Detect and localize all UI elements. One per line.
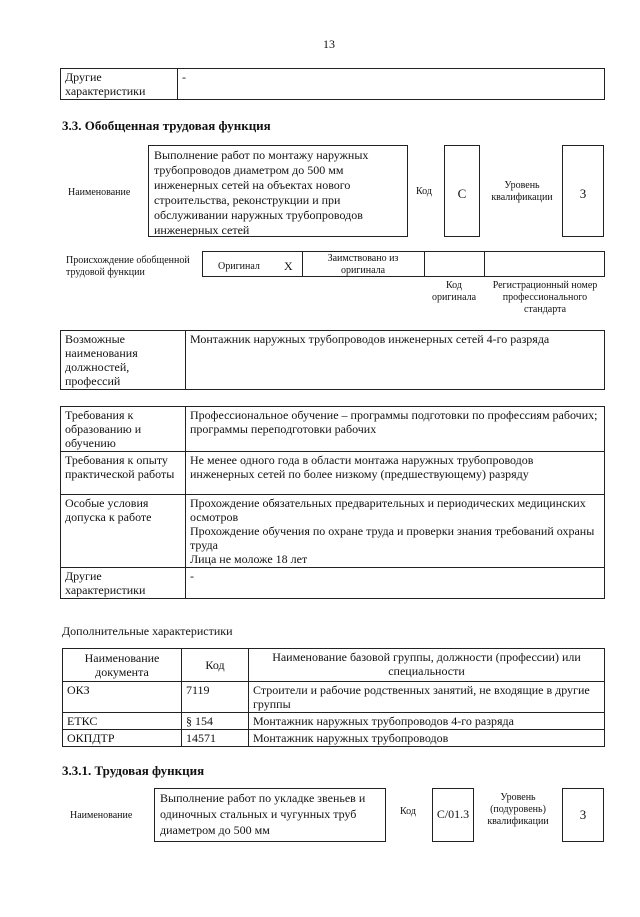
origin-reg-caption: Регистрационный номер профессионального стандарта <box>492 280 598 315</box>
requirement-line: Лица не моложе 18 лет <box>190 552 308 566</box>
positions-label: Возможные наименования должностей, профессий <box>61 331 186 390</box>
code-cell: 14571 <box>182 730 249 747</box>
value-cell: - <box>178 69 605 100</box>
requirement-label: Особые условия допуска к работе <box>61 495 186 568</box>
requirement-value: Не менее одного года в области монтажа наружных трубопроводов инженерных сетей по более низкому (предшествующему) разряду <box>186 452 605 495</box>
positions-value: Монтажник наружных трубопроводов инженерных сетей 4-го разряда <box>186 331 605 390</box>
gtf-name-value: Выполнение работ по монтажу наружных трубопроводов диаметром до 500 мм инженерных сетей на объектах нового строительства, реконструкции и при обслуживании наружных трубопроводов инженерных сетей <box>148 145 408 237</box>
page-number: 13 <box>323 37 335 51</box>
label-cell: Другие характеристики <box>61 69 178 100</box>
doc-cell: ОКПДТР <box>63 730 182 747</box>
tf-level-label: Уровень (подуровень) квалификации <box>487 792 549 827</box>
requirement-label: Другие характеристики <box>61 568 186 599</box>
subsection-title: 3.3.1. Трудовая функция <box>62 763 205 778</box>
origin-borrowed-label: Заимствовано из оригинала <box>327 253 399 276</box>
requirement-value: Профессиональное обучение – программы подготовки по профессиям рабочих; программы переподготовки рабочих <box>186 407 605 452</box>
origin-original-label: Оригинал <box>218 261 260 272</box>
table-row <box>63 713 605 730</box>
doc-cell: ЕТКС <box>63 713 182 730</box>
group-cell: Монтажник наружных трубопроводов <box>249 730 605 747</box>
additional-header-row <box>63 649 605 682</box>
requirement-row <box>61 407 605 452</box>
tf-code-value: C/01.3 <box>432 788 474 842</box>
requirements-table <box>60 406 605 599</box>
origin-code-caption: Код оригинала <box>431 280 477 303</box>
gtf-name-label: Наименование <box>68 187 131 198</box>
origin-label: Происхождение обобщенной трудовой функции <box>66 255 190 278</box>
group-cell: Строители и рабочие родственных занятий, не входящие в другие группы <box>249 682 605 713</box>
tf-level-value: 3 <box>562 788 604 842</box>
positions-table <box>60 330 605 390</box>
requirement-row <box>61 568 605 599</box>
gtf-level-label: Уровень квалификации <box>491 180 553 203</box>
table-row <box>63 682 605 713</box>
additional-title: Дополнительные характеристики <box>62 624 233 638</box>
code-cell: 7119 <box>182 682 249 713</box>
requirement-line: Прохождение обязательных предварительных и периодических медицинских осмотров <box>190 496 586 524</box>
requirement-label: Требования к образованию и обучению <box>61 407 186 452</box>
gtf-level-value: 3 <box>562 145 604 237</box>
tf-name-label: Наименование <box>70 810 133 821</box>
table-row <box>63 730 605 747</box>
tf-name-value: Выполнение работ по укладке звеньев и одиночных стальных и чугунных труб диаметром до 500 мм <box>154 788 386 842</box>
header-code: Код <box>182 649 249 682</box>
section-title: 3.3. Обобщенная трудовая функция <box>62 118 271 133</box>
group-cell: Монтажник наружных трубопроводов 4-го разряда <box>249 713 605 730</box>
gtf-code-value: C <box>444 145 480 237</box>
header-doc: Наименование документа <box>63 649 182 682</box>
requirement-row <box>61 495 605 568</box>
gtf-code-label: Код <box>416 186 432 197</box>
tf-code-label: Код <box>400 806 416 817</box>
top-other-characteristics-table <box>60 68 605 100</box>
requirement-label: Требования к опыту практической работы <box>61 452 186 495</box>
code-cell: § 154 <box>182 713 249 730</box>
header-group: Наименование базовой группы, должности (профессии) или специальности <box>249 649 605 682</box>
requirement-line: Прохождение обучения по охране труда и проверки знания требований охраны труда <box>190 524 595 552</box>
requirement-row <box>61 452 605 495</box>
doc-cell: ОКЗ <box>63 682 182 713</box>
requirement-value <box>186 495 605 568</box>
requirement-value: - <box>186 568 605 599</box>
additional-table <box>62 648 605 747</box>
origin-mark: X <box>284 259 293 273</box>
